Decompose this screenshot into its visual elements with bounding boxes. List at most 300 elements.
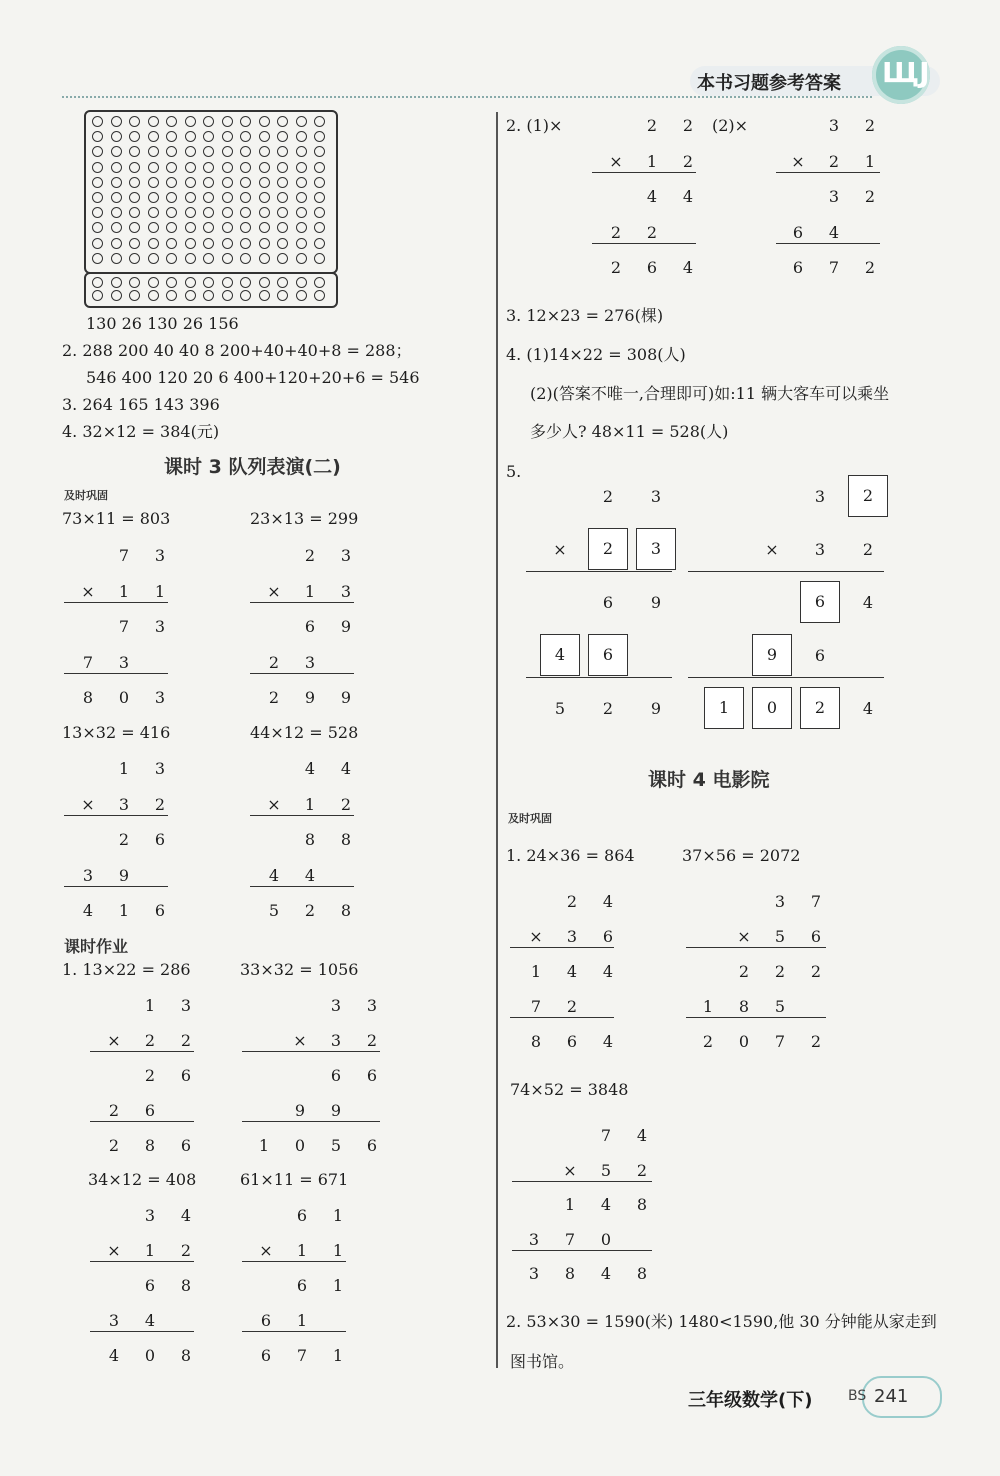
calc-digit: 4 <box>108 1346 120 1365</box>
calc-digit: 7 <box>828 258 840 277</box>
calc-digit: 0 <box>738 1032 750 1051</box>
calc-digit: 3 <box>154 759 166 778</box>
calc-digit: 2 <box>304 546 316 565</box>
boxed-digit: 4 <box>540 634 580 676</box>
array-dot <box>148 238 159 249</box>
array-dot <box>259 222 270 233</box>
calc-digit: 4 <box>340 759 352 778</box>
calc-digit: 1 <box>118 581 130 601</box>
calc-digit: 9 <box>118 865 130 885</box>
calc-digit: 5 <box>774 997 786 1016</box>
array-dot <box>222 207 233 218</box>
times-sign: × <box>563 1160 577 1180</box>
calc-rule <box>90 1261 194 1262</box>
calc-digit: 0 <box>294 1136 306 1155</box>
calc-digit: 3 <box>144 1206 156 1225</box>
calc-rule <box>242 1051 380 1052</box>
answer-r2: 2. (1)× <box>506 116 563 135</box>
array-dot <box>259 238 270 249</box>
boxed-digit: 6 <box>800 581 840 623</box>
calc-digit: 4 <box>646 187 658 206</box>
array-dot <box>277 277 288 288</box>
answer-r4a: 4. (1)14×22 = 308(人) <box>506 345 686 364</box>
array-dot <box>148 192 159 203</box>
calc-digit: 6 <box>154 901 166 920</box>
calc-digit: 2 <box>566 892 578 911</box>
times-sign: × <box>737 927 751 946</box>
calc-rule <box>776 243 880 244</box>
array-dot <box>314 277 325 288</box>
array-dot <box>111 207 122 218</box>
calc-digit: 3 <box>366 996 378 1015</box>
calc-rule <box>686 1017 826 1018</box>
calc-digit: 2 <box>144 1031 156 1050</box>
calc-digit: 3 <box>566 927 578 946</box>
array-dot <box>92 192 103 203</box>
array-dot <box>277 177 288 188</box>
array-dot <box>111 253 122 264</box>
boxed-digit: 1 <box>704 687 744 729</box>
array-dot <box>148 277 159 288</box>
calc-digit: 9 <box>330 1101 342 1120</box>
calc-digit: 2 <box>268 652 280 672</box>
array-dot <box>296 162 307 173</box>
book-logo-mark: ЩJ <box>882 56 930 89</box>
calc-rule <box>592 243 696 244</box>
array-dot <box>222 192 233 203</box>
array-dot <box>314 162 325 173</box>
calc-digit: 2 <box>610 222 622 242</box>
array-dot <box>259 162 270 173</box>
calc-digit: 8 <box>82 688 94 707</box>
calc-digit: 2 <box>154 794 166 814</box>
calc-digit: 6 <box>144 1276 156 1295</box>
calc-digit: 6 <box>566 1032 578 1051</box>
array-dot <box>148 207 159 218</box>
array-dot <box>129 192 140 203</box>
array-dot <box>240 162 251 173</box>
array-dot <box>259 177 270 188</box>
array-dot <box>277 116 288 127</box>
array-dot <box>92 277 103 288</box>
section-jishi-right: 及时巩固 <box>508 812 552 825</box>
calc-rule <box>90 1051 194 1052</box>
array-dot <box>240 177 251 188</box>
calc-digit: 2 <box>864 116 876 135</box>
array-dot <box>129 253 140 264</box>
calc-rule <box>526 571 672 572</box>
array-dot <box>185 222 196 233</box>
answer-r4c: 多少人? 48×11 = 528(人) <box>530 422 729 441</box>
equation-74x52: 74×52 = 3848 <box>510 1080 629 1099</box>
calc-digit: 1 <box>864 151 876 171</box>
calc-digit: 3 <box>330 996 342 1015</box>
calc-digit: 8 <box>340 901 352 920</box>
array-dot <box>129 162 140 173</box>
calc-rule <box>250 673 354 674</box>
array-dot <box>203 116 214 127</box>
answer-r2b: (2)× <box>712 116 749 135</box>
array-dot <box>148 222 159 233</box>
calc-digit: 1 <box>144 1241 156 1260</box>
calc-digit: 7 <box>810 892 822 911</box>
array-dot <box>222 277 233 288</box>
times-sign: × <box>609 151 623 171</box>
calc-digit: 1 <box>646 151 658 171</box>
calc-digit: 8 <box>304 830 316 849</box>
calc-digit: 1 <box>258 1136 270 1155</box>
calc-digit: 3 <box>814 487 826 506</box>
calc-rule <box>64 602 168 603</box>
calc-rule <box>512 1250 652 1251</box>
calc-rule <box>250 815 354 816</box>
calc-digit: 4 <box>144 1311 156 1330</box>
calc-rule <box>242 1121 380 1122</box>
array-dot <box>111 192 122 203</box>
times-sign: × <box>107 1241 121 1260</box>
calc-digit: 1 <box>144 996 156 1015</box>
times-sign: × <box>267 581 281 601</box>
array-dot <box>148 162 159 173</box>
equation-13x22: 1. 13×22 = 286 <box>62 960 191 979</box>
calc-digit: 2 <box>646 222 658 242</box>
calc-digit: 0 <box>118 688 130 707</box>
times-sign: × <box>529 927 543 946</box>
calc-digit: 2 <box>268 688 280 707</box>
array-dot <box>111 146 122 157</box>
calc-digit: 6 <box>810 927 822 946</box>
array-dot <box>259 207 270 218</box>
calc-digit: 1 <box>332 1206 344 1225</box>
calc-digit: 2 <box>738 962 750 981</box>
array-dot <box>129 116 140 127</box>
array-dot <box>129 177 140 188</box>
calc-rule <box>90 1331 194 1332</box>
calc-rule <box>688 571 884 572</box>
array-dot <box>222 146 233 157</box>
calc-digit: 4 <box>268 865 280 885</box>
array-dot <box>296 177 307 188</box>
array-dot <box>111 116 122 127</box>
calc-digit: 9 <box>340 617 352 636</box>
calc-digit: 6 <box>260 1311 272 1330</box>
calc-digit: 5 <box>600 1160 612 1180</box>
calc-digit: 1 <box>530 962 542 981</box>
calc-digit: 4 <box>828 222 840 242</box>
array-dot <box>259 146 270 157</box>
answer-final-a: 2. 53×30 = 1590(米) 1480<1590,他 30 分钟能从家走到 <box>506 1312 937 1331</box>
calc-digit: 4 <box>682 187 694 206</box>
calc-digit: 8 <box>738 997 750 1016</box>
array-dot <box>296 277 307 288</box>
calc-digit: 1 <box>332 1241 344 1260</box>
array-dot <box>240 253 251 264</box>
array-dot <box>240 192 251 203</box>
calc-digit: 6 <box>296 1206 308 1225</box>
array-dot <box>222 238 233 249</box>
calc-digit: 4 <box>600 1195 612 1214</box>
array-dot <box>185 290 196 301</box>
calc-digit: 3 <box>118 652 130 672</box>
array-dot <box>314 177 325 188</box>
calc-digit: 2 <box>566 997 578 1016</box>
array-dot <box>203 177 214 188</box>
array-dot <box>222 290 233 301</box>
calc-digit: 0 <box>600 1229 612 1249</box>
calc-digit: 3 <box>330 1031 342 1050</box>
calc-digit: 6 <box>602 593 614 612</box>
array-dot <box>259 131 270 142</box>
array-dot <box>148 290 159 301</box>
times-sign: × <box>791 151 805 171</box>
calc-digit: 1 <box>118 901 130 920</box>
calc-digit: 6 <box>602 927 614 946</box>
array-dot <box>259 116 270 127</box>
calc-digit: 9 <box>650 699 662 718</box>
calc-digit: 6 <box>144 1101 156 1120</box>
calc-digit: 6 <box>296 1276 308 1295</box>
calc-digit: 6 <box>814 646 826 665</box>
calc-digit: 2 <box>602 487 614 506</box>
calc-rule <box>776 172 880 173</box>
calc-digit: 9 <box>340 688 352 707</box>
equation-73x11: 73×11 = 803 <box>62 509 171 528</box>
calc-digit: 9 <box>304 688 316 707</box>
calc-rule <box>512 1181 652 1182</box>
calc-digit: 5 <box>774 927 786 946</box>
array-dot <box>185 146 196 157</box>
array-dot <box>111 177 122 188</box>
array-dot <box>277 253 288 264</box>
calc-digit: 6 <box>154 830 166 849</box>
array-dot <box>148 146 159 157</box>
array-dot <box>277 162 288 173</box>
calc-digit: 1 <box>296 1241 308 1260</box>
array-dot <box>129 290 140 301</box>
calc-digit: 1 <box>154 581 166 601</box>
calc-digit: 6 <box>366 1066 378 1085</box>
calc-digit: 2 <box>862 540 874 559</box>
boxed-digit: 0 <box>752 687 792 729</box>
array-dot <box>203 290 214 301</box>
times-sign: × <box>259 1241 273 1260</box>
calc-digit: 6 <box>792 222 804 242</box>
array-dot <box>92 253 103 264</box>
calc-digit: 6 <box>646 258 658 277</box>
calc-digit: 3 <box>774 892 786 911</box>
calc-digit: 3 <box>650 487 662 506</box>
answer-3: 3. 264 165 143 396 <box>62 395 220 414</box>
homework-heading: 课时作业 <box>64 937 129 956</box>
calc-rule <box>250 886 354 887</box>
answer-final-b: 图书馆。 <box>510 1352 575 1371</box>
calc-rule <box>688 677 884 678</box>
calc-digit: 2 <box>304 901 316 920</box>
array-dot <box>296 131 307 142</box>
calc-rule <box>242 1331 346 1332</box>
calc-digit: 3 <box>814 540 826 559</box>
calc-digit: 1 <box>304 581 316 601</box>
equation-13x32: 13×32 = 416 <box>62 723 171 742</box>
answer-r3: 3. 12×23 = 276(棵) <box>506 306 664 325</box>
calc-digit: 5 <box>330 1136 342 1155</box>
calc-digit: 3 <box>118 794 130 814</box>
array-dot <box>314 192 325 203</box>
array-dot <box>314 116 325 127</box>
calc-digit: 3 <box>528 1264 540 1283</box>
array-dot <box>240 116 251 127</box>
equation-24x36: 1. 24×36 = 864 <box>506 846 635 865</box>
lesson-4-heading: 课时 4 电影院 <box>648 769 770 791</box>
calc-digit: 3 <box>828 116 840 135</box>
calc-digit: 8 <box>530 1032 542 1051</box>
array-dot <box>296 238 307 249</box>
calc-digit: 1 <box>296 1311 308 1330</box>
calc-digit: 4 <box>862 699 874 718</box>
array-dot <box>166 116 177 127</box>
calc-digit: 1 <box>118 759 130 778</box>
header-dotted-line <box>62 96 872 98</box>
calc-digit: 8 <box>636 1195 648 1214</box>
calc-digit: 2 <box>682 151 694 171</box>
times-sign: × <box>553 540 567 559</box>
times-sign: × <box>81 581 95 601</box>
array-dot <box>111 162 122 173</box>
calc-digit: 4 <box>304 759 316 778</box>
boxed-digit: 2 <box>800 687 840 729</box>
calc-digit: 6 <box>330 1066 342 1085</box>
array-dot <box>259 192 270 203</box>
equation-44x12: 44×12 = 528 <box>250 723 359 742</box>
calc-digit: 2 <box>810 962 822 981</box>
array-dot <box>277 238 288 249</box>
equation-34x12: 34×12 = 408 <box>88 1170 197 1189</box>
calc-digit: 8 <box>180 1346 192 1365</box>
row-130: 130 26 130 26 156 <box>86 314 239 333</box>
calc-rule <box>64 886 168 887</box>
array-dot <box>92 177 103 188</box>
array-dot <box>111 222 122 233</box>
calc-digit: 3 <box>340 546 352 565</box>
calc-digit: 4 <box>82 901 94 920</box>
array-dot <box>111 238 122 249</box>
array-dot <box>166 253 177 264</box>
calc-digit: 2 <box>636 1160 648 1180</box>
array-dot <box>148 131 159 142</box>
calc-digit: 4 <box>566 962 578 981</box>
array-dot <box>203 192 214 203</box>
calc-rule <box>250 602 354 603</box>
calc-digit: 7 <box>118 617 130 636</box>
calc-digit: 1 <box>564 1195 576 1214</box>
calc-digit: 6 <box>366 1136 378 1155</box>
array-dot <box>222 131 233 142</box>
calc-digit: 8 <box>564 1264 576 1283</box>
array-dot <box>296 253 307 264</box>
array-dot <box>222 177 233 188</box>
array-dot <box>296 116 307 127</box>
calc-digit: 2 <box>144 1066 156 1085</box>
array-dot <box>259 277 270 288</box>
calc-digit: 3 <box>82 865 94 885</box>
calc-digit: 4 <box>602 962 614 981</box>
calc-digit: 6 <box>180 1066 192 1085</box>
array-dot <box>259 253 270 264</box>
array-dot <box>314 253 325 264</box>
array-dot <box>203 162 214 173</box>
calc-rule <box>526 677 672 678</box>
times-sign: × <box>293 1031 307 1050</box>
array-dot <box>92 238 103 249</box>
array-dot <box>259 290 270 301</box>
boxed-digit: 2 <box>588 528 628 570</box>
footer-code: BS <box>848 1388 867 1404</box>
array-dot <box>148 116 159 127</box>
equation-23x13: 23×13 = 299 <box>250 509 359 528</box>
array-dot <box>111 277 122 288</box>
calc-digit: 1 <box>332 1276 344 1295</box>
array-dot <box>222 162 233 173</box>
calc-digit: 8 <box>636 1264 648 1283</box>
boxed-digit: 2 <box>848 475 888 517</box>
equation-37x56: 37×56 = 2072 <box>682 846 801 865</box>
calc-digit: 7 <box>82 652 94 672</box>
array-dot <box>185 177 196 188</box>
calc-digit: 1 <box>304 794 316 814</box>
calc-digit: 7 <box>296 1346 308 1365</box>
array-dot <box>185 238 196 249</box>
calc-rule <box>592 172 696 173</box>
array-dot <box>296 146 307 157</box>
array-dot <box>296 192 307 203</box>
array-dot <box>129 277 140 288</box>
column-divider <box>496 112 498 1368</box>
boxed-digit: 3 <box>636 528 676 570</box>
array-dot <box>185 192 196 203</box>
array-dot <box>92 290 103 301</box>
times-sign: × <box>81 794 95 814</box>
calc-digit: 4 <box>862 593 874 612</box>
answer-r5: 5. <box>506 462 522 481</box>
array-dot <box>222 253 233 264</box>
calc-rule <box>510 1017 614 1018</box>
array-dot <box>166 162 177 173</box>
calc-digit: 2 <box>864 258 876 277</box>
times-sign: × <box>267 794 281 814</box>
array-dot <box>166 192 177 203</box>
array-dot <box>240 238 251 249</box>
array-dot <box>240 290 251 301</box>
calc-digit: 9 <box>294 1101 306 1120</box>
calc-digit: 2 <box>180 1241 192 1260</box>
calc-digit: 2 <box>682 116 694 135</box>
array-dot <box>222 222 233 233</box>
lesson-3-heading: 课时 3 队列表演(二) <box>164 456 341 478</box>
array-dot <box>92 116 103 127</box>
calc-digit: 6 <box>180 1136 192 1155</box>
calc-digit: 4 <box>636 1126 648 1145</box>
calc-digit: 3 <box>304 652 316 672</box>
answer-2b: 546 400 120 20 6 400+120+20+6 = 546 <box>86 368 420 387</box>
array-dot <box>222 116 233 127</box>
calc-rule <box>242 1261 346 1262</box>
array-dot <box>277 192 288 203</box>
array-dot <box>296 207 307 218</box>
array-dot <box>185 116 196 127</box>
calc-digit: 9 <box>650 593 662 612</box>
calc-digit: 8 <box>340 830 352 849</box>
calc-digit: 2 <box>180 1031 192 1050</box>
